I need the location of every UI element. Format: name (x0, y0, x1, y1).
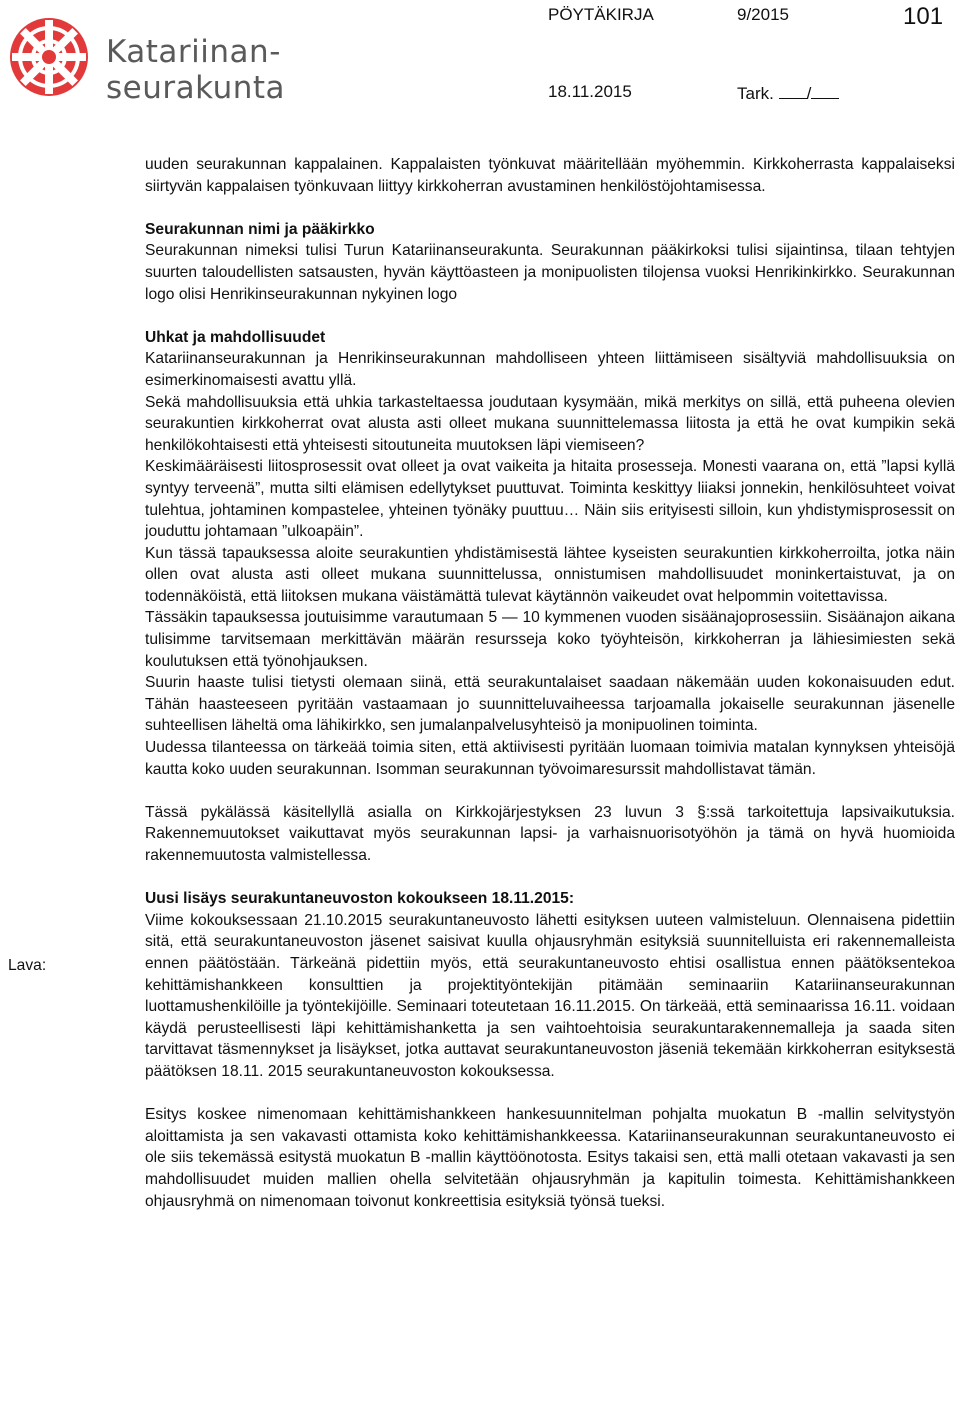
paragraph-threats-5: Tässäkin tapauksessa joutuisimme varautumaan 5 — 10 kymmenen vuoden sisäänajoprosessiin. Sisäänajon aikana tulisimme tarvitsemaan merkittävän määrän resursseja koko työyhteisön, kirkkoherran ja lähiesimiesten sekä koulutuksen että työnohjauksen. (145, 609, 955, 670)
paragraph-chaplain: uuden seurakunnan kappalainen. Kappalaisten työnkuvat määritellään myöhemmin. Kirkkoherrasta kappalaiseksi siirtyvän kappalaisen työnkuvaan liittyy kirkkoherran avustaminen henkilöstöjohtamisessa. (145, 156, 955, 195)
page-number: 101 (903, 3, 944, 30)
logo-line-1: Katariinan- (106, 34, 281, 70)
logo-line-2: seurakunta (106, 70, 286, 106)
paragraph-threats-7: Uudessa tilanteessa on tärkeää toimia siten, että aktiivisesti pyritään luomaan toimivia matalan kynnyksen yhteisöjä kautta koko uuden seurakunnan. Isomman seurakunnan työvoimaresurssit mahdollistavat tämän. (145, 739, 955, 778)
logo-wordmark (106, 34, 285, 106)
heading-threats-opportunities: Uhkat ja mahdollisuudet (145, 328, 326, 346)
paragraph-threats-4: Kun tässä tapauksessa aloite seurakuntien yhdistämisestä lähtee kyseisten seurakuntien kirkkoherroilta, jotka näin ollen ovat alusta asti olleet mukana suunnittelussa, onnistumisen mahdollisuudet moninkertaistuvat, ja on todennäköistä, että liitoksen mukana väistämättä tulevat käytännön vaikeudet ovat helpommin voitettavissa. (145, 544, 955, 605)
emblem-icon (8, 16, 90, 98)
paragraph-new-addition: Viime kokouksessaan 21.10.2015 seurakuntaneuvosto lähetti esityksen uuteen valmisteluun. Olennaisena pidettiin sitä, että seurakuntaneuvoston jäsenet saisivat kuulla ohjausryhmän esityksiä suunnitelluista eri rakennemalleista ennen päätöstään. Tärkeänä pidettiin myös, että seurakuntaneuvosto ehtisi osallistua ennen päätöksentekoa kehittämishankkeen konsulttien ja projektityöntekijän pitämään seminaariin Katariinanseurakunnan luottamushenkilöille ja työntekijöille. Seminaari toteutetaan 16.11.2015. On tärkeää, että seminaarissa 16.11. voidaan käydä perusteellisesti läpi kehittämishanketta ja sen vaihtoehtoisia seurakuntarakennemalleja ja saada siten tarvittavat täsmennykset ja lisäykset, jotka auttavat seurakuntaneuvoston jäseniä tekemään kirkkoherran esityksestä päätöksen 18.11. 2015 seurakuntaneuvoston kokouksessa. (145, 911, 955, 1080)
check-blank-2 (811, 82, 839, 99)
document-number: 9/2015 (737, 5, 789, 24)
heading-name-and-church: Seurakunnan nimi ja pääkirkko (145, 220, 375, 238)
paragraph-name-and-church: Seurakunnan nimeksi tulisi Turun Katariinanseurakunta. Seurakunnan pääkirkoksi tulisi sijaintinsa, tilaan tehtyjen suurten taloudellisten satsausten, hyvän käyttöasteen ja monipuolisten tilojensa vuoksi Henrikinkirkko. Seurakunnan logo olisi Henrikinseurakunnan nykyinen logo (145, 242, 955, 303)
paragraph-proposal: Esitys koskee nimenomaan kehittämishankkeen hankesuunnitelman pohjalta muokatun B -mallin selvitystyön aloittamista ja sen vakavasti ottamista koko kehittämishankkeessa. Katariinanseurakunnan seurakuntaneuvosto ei ole siis tekemässä esitystä muokatun B -mallin käyttöönotosta. Esitys takaisi sen, että malli otetaan vakavasti ja sen mahdollisuudet muiden mallien ohella selvitetään ohjausryhmän ja kapitulin toimesta. Kehittämishankkeen ohjausryhmä on nimenomaan toivonut konkreettisia esityksiä työnsä tueksi. (145, 1106, 955, 1210)
paragraph-threats-1: Katariinanseurakunnan ja Henrikinseurakunnan mahdolliseen yhteen liittämiseen sisältyviä mahdollisuuksia on esimerkinomaisesti avattu yllä. (145, 350, 955, 389)
organization-logo (8, 16, 308, 106)
paragraph-threats-6: Suurin haaste tulisi tietysti olemaan siinä, että seurakuntalaiset saadaan näkemään uuden kokonaisuuden edut. Tähän haasteeseen pyritään vastaamaan jo suunnitteluvaiheessa tarjoamalla jokaiselle seurakunnan jäsenelle suhteellisen läheltä oma lähikirkko, sen jumalanpalvelusyhteisö ja monipuolinen toiminta. (145, 674, 955, 735)
child-impact-label: Lava: (8, 957, 47, 974)
heading-new-addition: Uusi lisäys seurakuntaneuvoston kokoukseen 18.11.2015: (145, 890, 575, 908)
paragraph-threats-2: Sekä mahdollisuuksia että uhkia tarkasteltaessa joudutaan kysymään, mikä merkitys on sillä, että puheena olevien seurakuntien kirkkoherrat ovat alusta asti olleet mukana suunnittelemassa liitosta ja että he ovat kumpikin sekä henkilökohtaisesti että yhteisesti sitoutuneita muutoksen läpi viemiseen? (145, 393, 955, 454)
check-blank-1 (779, 82, 807, 99)
paragraph-threats-3: Keskimääräisesti liitosprosessit ovat olleet ja ovat vaikeita ja hitaita prosesseja. Monesti vaarana on, että ”lapsi kyllä syntyy terveenä”, mutta silti elämisen edellytykset puuttuvat. Toiminta keskittyy liiaksi jonnekin, henkilösuhteet voivat tulehtua, johtaminen kompastelee, yhteinen työnäky puuttuu… Näin siis erityisesti silloin, kun yhdistymisprosessit on jouduttu johtamaan ”ulkoapäin”. (145, 458, 955, 541)
check-field: Tark. / (737, 82, 839, 104)
document-type: PÖYTÄKIRJA (548, 5, 654, 24)
minutes-body (145, 154, 955, 1212)
meeting-date: 18.11.2015 (548, 82, 632, 101)
paragraph-child-impact: Tässä pykälässä käsitellyllä asialla on Kirkkojärjestyksen 23 luvun 3 §:ssä tarkoitettuja lapsivaikutuksia. Rakennemuutokset vaikuttavat myös seurakunnan lapsi- ja varhaisnuorisotyöhön ja tämä on hyvä huomioida rakennemuutosta valmistellessa. (145, 803, 955, 864)
check-label: Tark. (737, 84, 774, 103)
